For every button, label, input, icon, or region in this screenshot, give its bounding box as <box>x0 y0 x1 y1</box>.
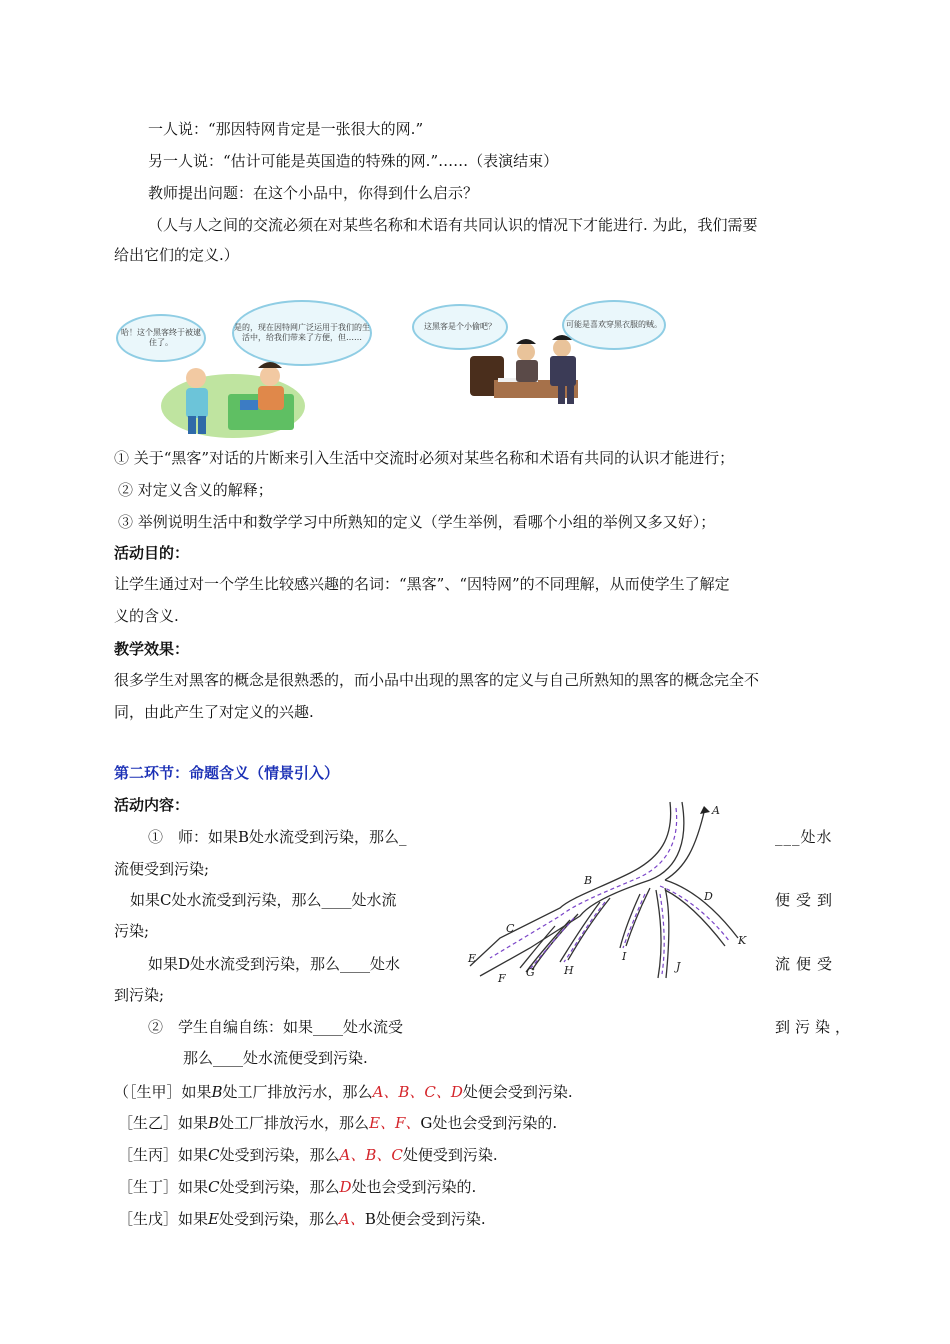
question-1c: 流便受到污染; <box>114 860 210 878</box>
cartoon-scene-icon <box>158 358 308 438</box>
question-2a: 如果C处水流受到污染，那么____处水流 <box>130 891 397 909</box>
question-4c: 那么____处水流便受到污染. <box>183 1049 368 1067</box>
point-1: ① 关于“黑客”对话的片断来引入生活中交流时必须对某些名称和术语有共同的认识才能进行； <box>114 449 735 467</box>
question-2c: 污染; <box>114 922 150 940</box>
speech-bubble-1: 哈！这个黑客终于被逮住了。 <box>116 314 206 362</box>
effect-heading: 教学效果： <box>114 640 190 658</box>
question-4b: 到污染， <box>775 1018 856 1036</box>
river-label-d: D <box>704 890 713 903</box>
question-4a: ② 学生自编自练：如果____处水流受 <box>148 1018 404 1036</box>
question-1b: ___处水 <box>775 828 833 846</box>
river-label-j: J <box>676 960 681 973</box>
section-2-heading: 第二环节：命题含义（情景引入） <box>114 764 340 782</box>
river-label-e: E <box>468 952 477 965</box>
question-3c: 到污染; <box>114 986 165 1004</box>
speech-bubble-4: 可能是喜欢穿黑衣服的贼。 <box>562 300 666 350</box>
answer-row: （［生甲］如果B处工厂排放污水，那么A、B、C、D处便会受到污染. <box>114 1083 573 1101</box>
point-2: ② 对定义含义的解释； <box>118 481 273 499</box>
office-scene-icon <box>464 334 604 406</box>
intro-line-2: 另一人说：“估计可能是英国造的特殊的网.”……（表演结束） <box>148 152 559 170</box>
river-label-h: H <box>564 964 574 977</box>
river-label-g: G <box>526 966 535 979</box>
cartoon-right <box>412 298 672 408</box>
river-label-b: B <box>584 874 593 887</box>
river-label-f: F <box>498 972 506 985</box>
point-3: ③ 举例说明生活中和数学学习中所熟知的定义（学生举例，看哪个小组的举例又多又好）； <box>118 513 716 531</box>
purpose-line-1: 让学生通过对一个学生比较感兴趣的名词：“黑客”、“因特网”的不同理解，从而使学生了解定 <box>114 575 730 593</box>
river-label-a: A <box>712 804 720 817</box>
intro-line-4b: 给出它们的定义.） <box>114 246 239 264</box>
purpose-line-2: 义的含义. <box>114 607 179 625</box>
question-1a: ① 师：如果B处水流受到污染，那么_ <box>148 828 407 846</box>
answer-row: ［生丙］如果C处受到污染，那么A、B、C处便受到污染. <box>118 1146 498 1164</box>
effect-line-2: 同，由此产生了对定义的兴趣. <box>114 703 314 721</box>
river-label-i: I <box>622 950 627 963</box>
river-label-c: C <box>506 922 515 935</box>
answer-row: ［生乙］如果B处工厂排放污水，那么E、F、G处也会受到污染的. <box>118 1114 558 1132</box>
effect-line-1: 很多学生对黑客的概念是很熟悉的，而小品中出现的黑客的定义与自己所熟知的黑客的概念完全不 <box>114 671 760 689</box>
river-diagram <box>460 798 760 988</box>
river-label-k: K <box>738 934 747 947</box>
speech-bubble-3: 这黑客是个小偷吧？ <box>412 304 508 350</box>
speech-bubble-2: 是的，现在因特网广泛运用于我们的生活中，给我们带来了方便，但…… <box>232 300 372 366</box>
question-2b: 便受到 <box>775 891 839 909</box>
answer-row: ［生戊］如果E处受到污染，那么A、B处便会受到污染. <box>118 1210 486 1228</box>
intro-line-3: 教师提出问题：在这个小品中，你得到什么启示？ <box>148 184 479 202</box>
purpose-heading: 活动目的： <box>114 544 190 562</box>
intro-line-4a: （人与人之间的交流必须在对某些名称和术语有共同认识的情况下才能进行. 为此，我们需要 <box>148 216 758 234</box>
cartoon-left <box>114 298 374 438</box>
question-3b: 流便受 <box>775 955 839 973</box>
content-heading: 活动内容： <box>114 796 190 814</box>
intro-line-1: 一人说：“那因特网肯定是一张很大的网.” <box>148 120 424 138</box>
question-3a: 如果D处水流受到污染，那么____处水 <box>148 955 401 973</box>
answer-row: ［生丁］如果C处受到污染，那么D处也会受到污染的. <box>118 1178 477 1196</box>
